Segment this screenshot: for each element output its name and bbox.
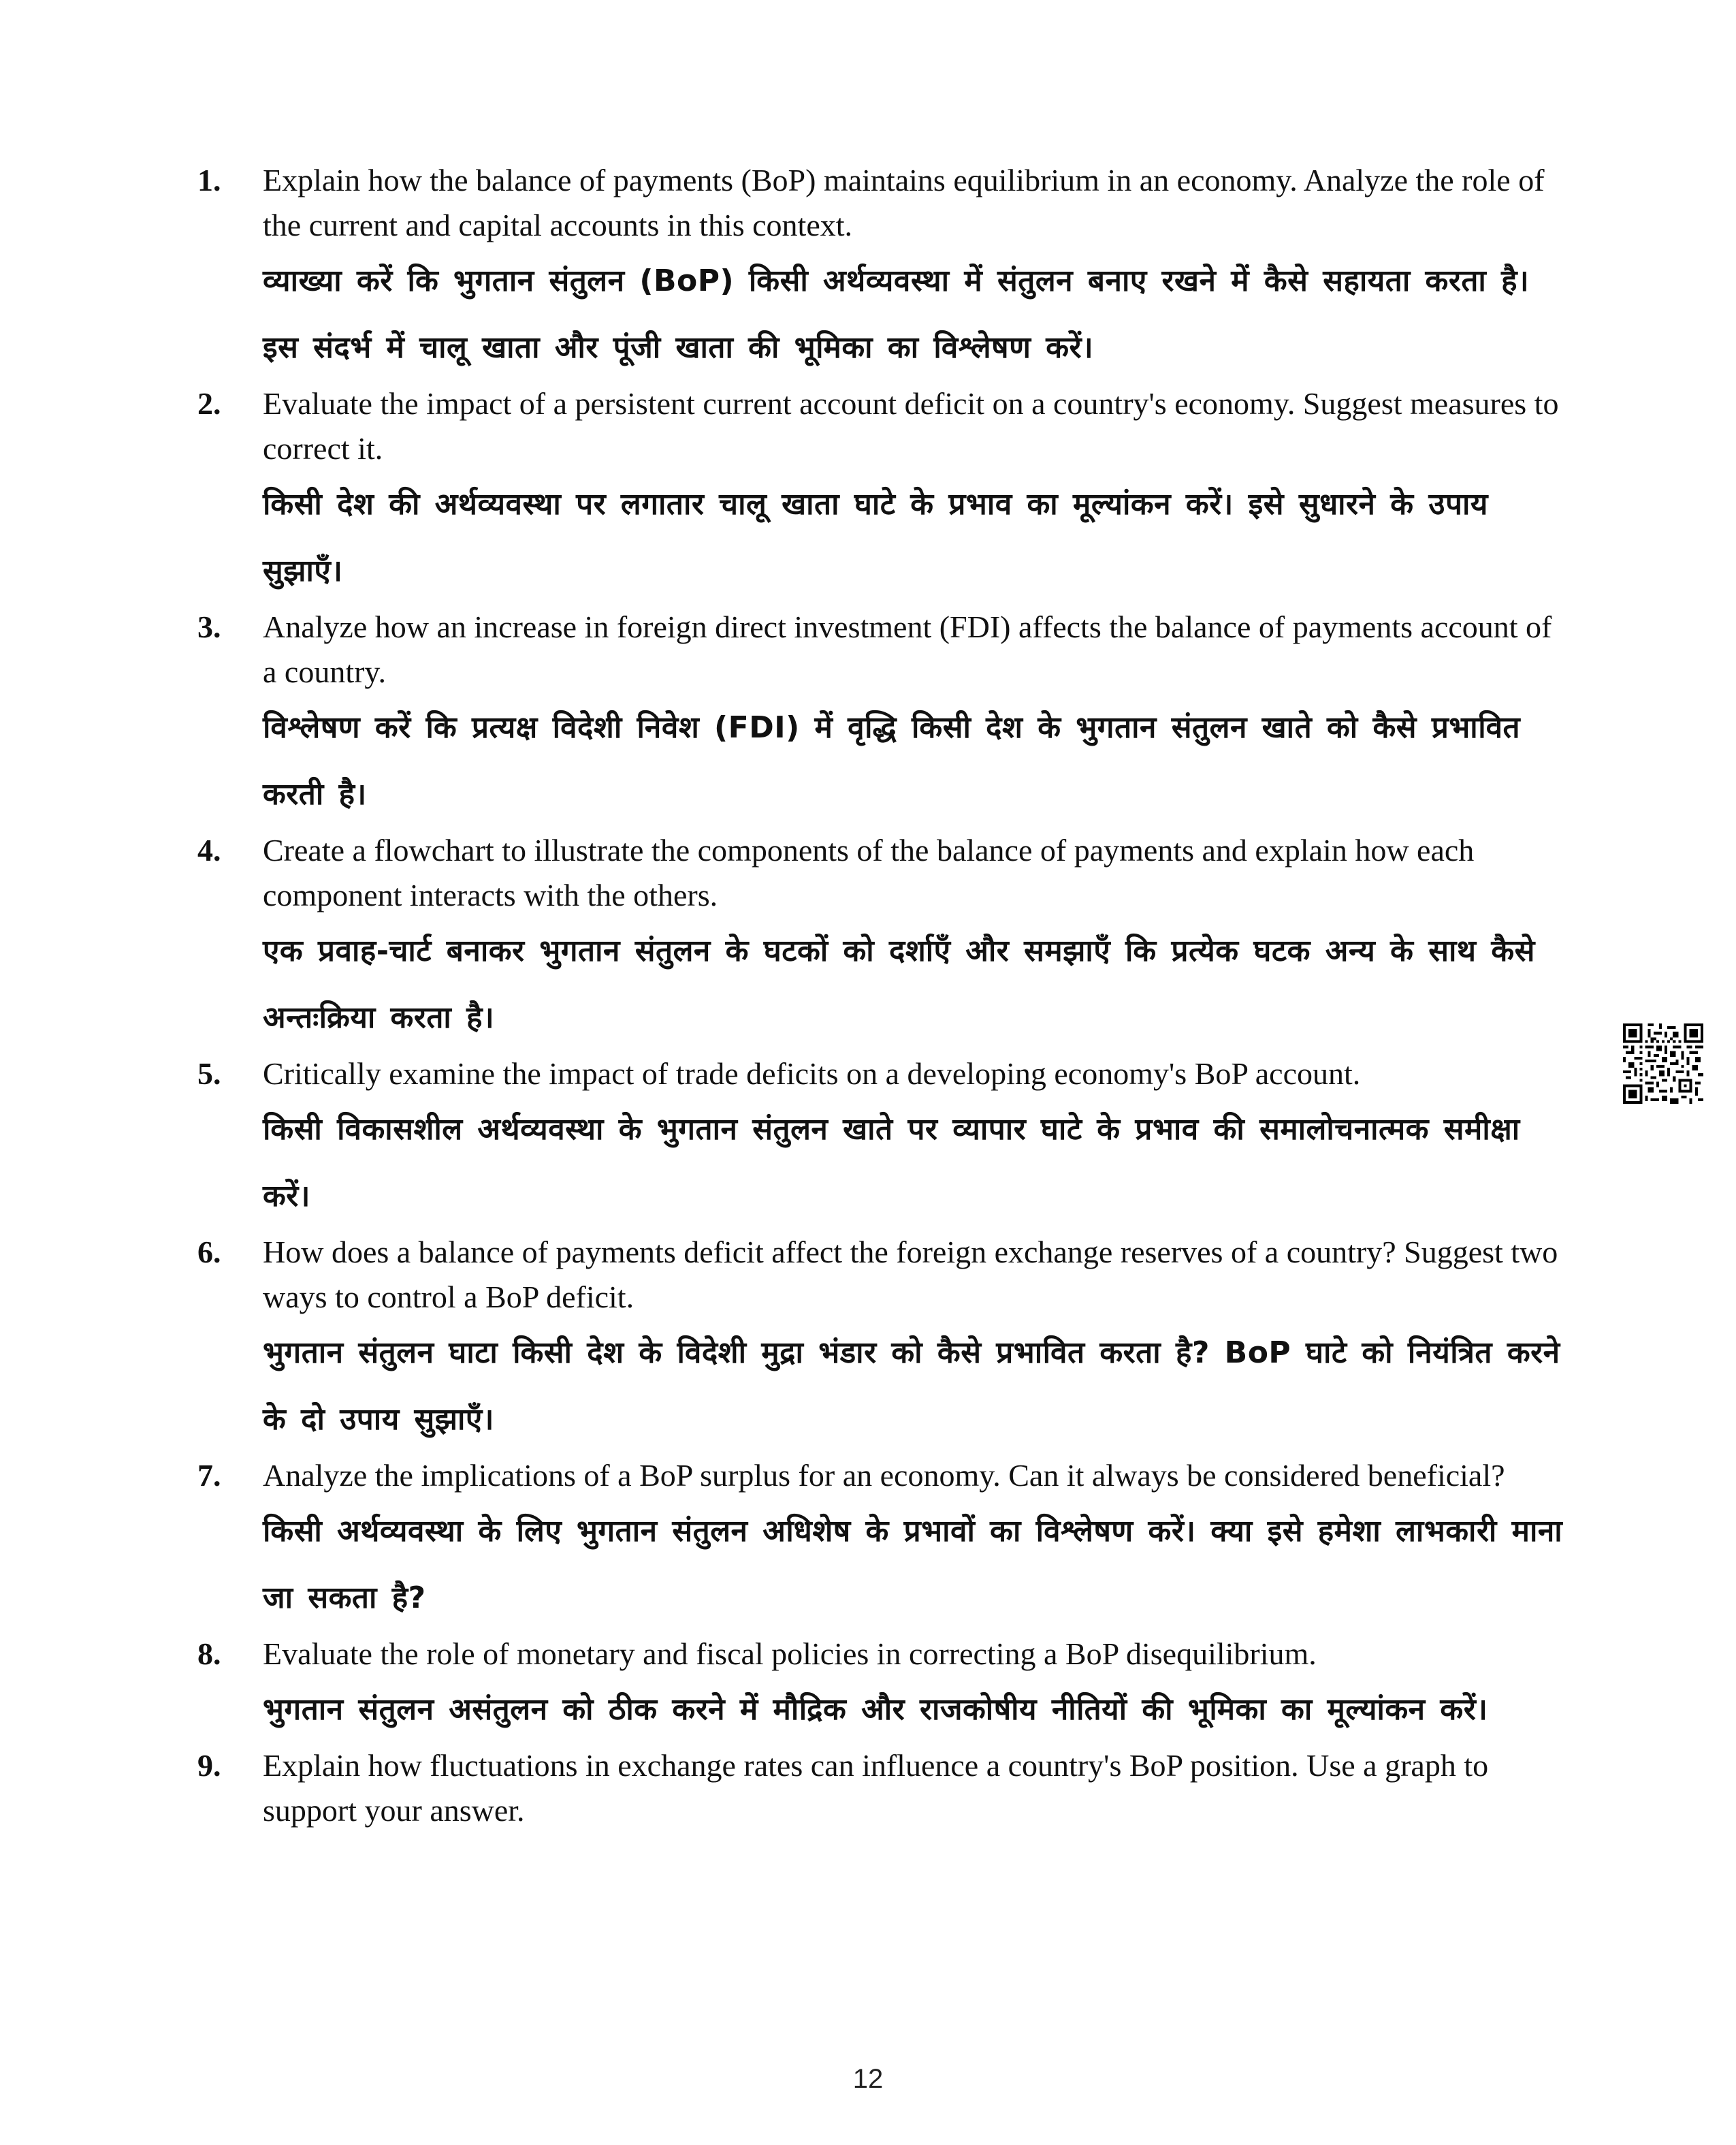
qr-code-icon[interactable]	[1623, 1023, 1703, 1104]
question-number: 5.	[197, 1056, 221, 1091]
question-number: 2.	[197, 386, 221, 421]
question-text-hindi: एक प्रवाह-चार्ट बनाकर भुगतान संतुलन के घटकों को दर्शाएँ और समझाएँ कि प्रत्येक घटक अन्य के साथ कैसे अन्तःक्रिया करता है।	[263, 934, 1535, 1035]
question-item	[197, 1632, 1566, 1743]
question-text-english: Analyze how an increase in foreign direct investment (FDI) affects the balance of payments account of a country.	[263, 609, 1552, 689]
question-text-hindi: व्याख्या करें कि भुगतान संतुलन (BoP) किसी अर्थव्यवस्था में संतुलन बनाए रखने में कैसे सहायता करता है। इस संदर्भ में चालू खाता और पूंजी खाता की भूमिका का विश्लेषण करें।	[263, 264, 1530, 365]
page-number: 12	[852, 2064, 884, 2094]
question-text-english: Explain how fluctuations in exchange rates can influence a country's BoP position. Use a graph to support your answer.	[263, 1748, 1489, 1828]
question-number: 8.	[197, 1636, 221, 1671]
question-text-hindi: किसी अर्थव्यवस्था के लिए भुगतान संतुलन अधिशेष के प्रभावों का विश्लेषण करें। क्या इसे हमेशा लाभकारी माना जा सकता है?	[263, 1514, 1563, 1615]
question-text-hindi: विश्लेषण करें कि प्रत्यक्ष विदेशी निवेश (FDI) में वृद्धि किसी देश के भुगतान संतुलन खाते को कैसे प्रभावित करती है।	[263, 710, 1521, 812]
question-text-english: Evaluate the role of monetary and fiscal policies in correcting a BoP disequilibrium.	[263, 1636, 1317, 1671]
question-number: 9.	[197, 1748, 221, 1783]
question-item	[197, 158, 1566, 381]
question-item	[197, 1230, 1566, 1453]
question-list	[197, 158, 1566, 1833]
question-item	[197, 605, 1566, 828]
question-text-hindi: किसी विकासशील अर्थव्यवस्था के भुगतान संतुलन खाते पर व्यापार घाटे के प्रभाव की समालोचनात्मक समीक्षा करें।	[263, 1112, 1520, 1213]
question-text-english: Critically examine the impact of trade deficits on a developing economy's BoP account.	[263, 1056, 1361, 1091]
question-text-english: Analyze the implications of a BoP surplus for an economy. Can it always be considered beneficial?	[263, 1458, 1505, 1493]
question-text-english: Evaluate the impact of a persistent current account deficit on a country's economy. Suggest measures to correct it.	[263, 386, 1559, 466]
question-number: 7.	[197, 1458, 221, 1493]
question-number: 3.	[197, 609, 221, 644]
question-text-english: How does a balance of payments deficit affect the foreign exchange reserves of a country? Suggest two ways to control a BoP deficit.	[263, 1235, 1558, 1314]
question-text-english: Explain how the balance of payments (BoP) maintains equilibrium in an economy. Analyze the role of the current and capital accounts in this context.	[263, 163, 1545, 242]
question-item	[197, 1051, 1566, 1230]
question-item	[197, 381, 1566, 605]
question-text-hindi: किसी देश की अर्थव्यवस्था पर लगातार चालू खाता घाटे के प्रभाव का मूल्यांकन करें। इसे सुधारने के उपाय सुझाएँ।	[263, 487, 1488, 588]
question-item	[197, 1453, 1566, 1632]
question-number: 6.	[197, 1235, 221, 1269]
question-item	[197, 1743, 1566, 1833]
question-text-hindi: भुगतान संतुलन घाटा किसी देश के विदेशी मुद्रा भंडार को कैसे प्रभावित करता है? BoP घाटे को नियंत्रित करने के दो उपाय सुझाएँ।	[263, 1335, 1560, 1437]
question-text-english: Create a flowchart to illustrate the components of the balance of payments and explain how each component interacts with the others.	[263, 833, 1475, 912]
question-item	[197, 828, 1566, 1051]
question-number: 1.	[197, 163, 221, 197]
question-number: 4.	[197, 833, 221, 868]
question-text-hindi: भुगतान संतुलन असंतुलन को ठीक करने में मौद्रिक और राजकोषीय नीतियों की भूमिका का मूल्यांकन करें।	[263, 1692, 1488, 1727]
